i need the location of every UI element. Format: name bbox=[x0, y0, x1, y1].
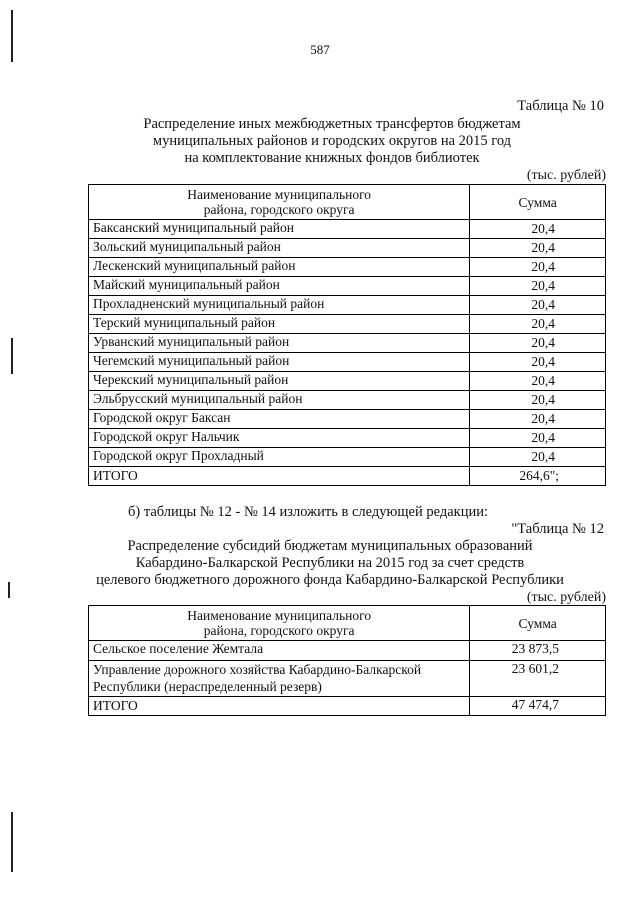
table10 bbox=[88, 184, 606, 486]
row-name: Прохладненский муниципальный район bbox=[89, 296, 470, 315]
table12-header-sum: Сумма bbox=[470, 606, 606, 641]
row-name: Терский муниципальный район bbox=[89, 315, 470, 334]
table-row bbox=[89, 448, 606, 467]
row-sum: 23 873,5 bbox=[470, 641, 606, 661]
table-row bbox=[89, 353, 606, 372]
table-row bbox=[89, 277, 606, 296]
table12-total-row bbox=[89, 697, 606, 716]
scan-edge-mark-middle bbox=[11, 338, 13, 374]
row-sum: 20,4 bbox=[470, 239, 606, 258]
instruction-paragraph: б) таблицы № 12 - № 14 изложить в следующей редакции: bbox=[128, 504, 489, 520]
scan-edge-mark-bottom bbox=[11, 812, 13, 872]
row-sum: 20,4 bbox=[470, 448, 606, 467]
table-row bbox=[89, 410, 606, 429]
table-row bbox=[89, 372, 606, 391]
table12-label: "Таблица № 12 bbox=[511, 521, 604, 537]
row-name: Городской округ Прохладный bbox=[89, 448, 470, 467]
table12-unit: (тыс. рублей) bbox=[526, 590, 606, 605]
table-row bbox=[89, 315, 606, 334]
row-sum: 20,4 bbox=[470, 315, 606, 334]
row-name: Урванский муниципальный район bbox=[89, 334, 470, 353]
row-name: Сельское поселение Жемтала bbox=[89, 641, 470, 661]
table12-header-name: Наименование муниципального района, городского округа bbox=[89, 606, 470, 641]
row-name: Городской округ Баксан bbox=[89, 410, 470, 429]
row-sum: 20,4 bbox=[470, 410, 606, 429]
table10-total-name: ИТОГО bbox=[89, 467, 470, 486]
table10-title-line: Распределение иных межбюджетных трансфертов бюджетам bbox=[143, 116, 521, 132]
table-row bbox=[89, 258, 606, 277]
row-sum: 20,4 bbox=[470, 220, 606, 239]
row-name: Эльбрусский муниципальный район bbox=[89, 391, 470, 410]
row-sum: 20,4 bbox=[470, 277, 606, 296]
row-sum: 23 601,2 bbox=[470, 661, 606, 697]
row-sum: 20,4 bbox=[470, 353, 606, 372]
table10-header-name: Наименование муниципального района, городского округа bbox=[89, 185, 470, 220]
row-name: Черекский муниципальный район bbox=[89, 372, 470, 391]
row-name: Майский муниципальный район bbox=[89, 277, 470, 296]
row-sum: 20,4 bbox=[470, 372, 606, 391]
row-sum: 20,4 bbox=[470, 296, 606, 315]
table12-total-name: ИТОГО bbox=[89, 697, 470, 716]
table-row bbox=[89, 661, 606, 697]
table10-title bbox=[12, 116, 640, 167]
table12-total-sum: 47 474,7 bbox=[470, 697, 606, 716]
row-name: Баксанский муниципальный район bbox=[89, 220, 470, 239]
table10-header-sum: Сумма bbox=[470, 185, 606, 220]
page-number: 587 bbox=[310, 42, 330, 57]
row-name: Управление дорожного хозяйства Кабардино-Балкарской Республики (нераспределенный резерв) bbox=[89, 661, 470, 697]
table12-title-line: Распределение субсидий бюджетам муниципальных образований bbox=[127, 538, 533, 554]
table10-label: Таблица № 10 bbox=[517, 98, 604, 114]
table-row bbox=[89, 391, 606, 410]
table10-title-line: на комплектование книжных фондов библиотек bbox=[184, 150, 480, 166]
table10-header-row bbox=[89, 185, 606, 220]
table12-title-line: Кабардино-Балкарской Республики на 2015 год за счет средств bbox=[135, 555, 525, 571]
table-row bbox=[89, 296, 606, 315]
row-sum: 20,4 bbox=[470, 391, 606, 410]
table10-unit: (тыс. рублей) bbox=[526, 168, 606, 183]
table-row bbox=[89, 220, 606, 239]
table-row bbox=[89, 429, 606, 448]
table10-body bbox=[89, 220, 606, 467]
table12-title-line: целевого бюджетного дорожного фонда Кабардино-Балкарской Республики bbox=[96, 572, 564, 588]
row-sum: 20,4 bbox=[470, 429, 606, 448]
row-name: Чегемский муниципальный район bbox=[89, 353, 470, 372]
row-name: Городской округ Нальчик bbox=[89, 429, 470, 448]
table10-total-row bbox=[89, 467, 606, 486]
row-sum: 20,4 bbox=[470, 334, 606, 353]
table-row bbox=[89, 334, 606, 353]
row-sum: 20,4 bbox=[470, 258, 606, 277]
table12-body bbox=[89, 641, 606, 697]
table10-title-line: муниципальных районов и городских округов на 2015 год bbox=[152, 133, 512, 149]
table12-title bbox=[10, 538, 640, 589]
table12-header-row bbox=[89, 606, 606, 641]
row-name: Зольский муниципальный район bbox=[89, 239, 470, 258]
row-name: Лескенский муниципальный район bbox=[89, 258, 470, 277]
table-row bbox=[89, 239, 606, 258]
table12 bbox=[88, 605, 606, 716]
table10-total-sum: 264,6"; bbox=[470, 467, 606, 486]
table-row bbox=[89, 641, 606, 661]
